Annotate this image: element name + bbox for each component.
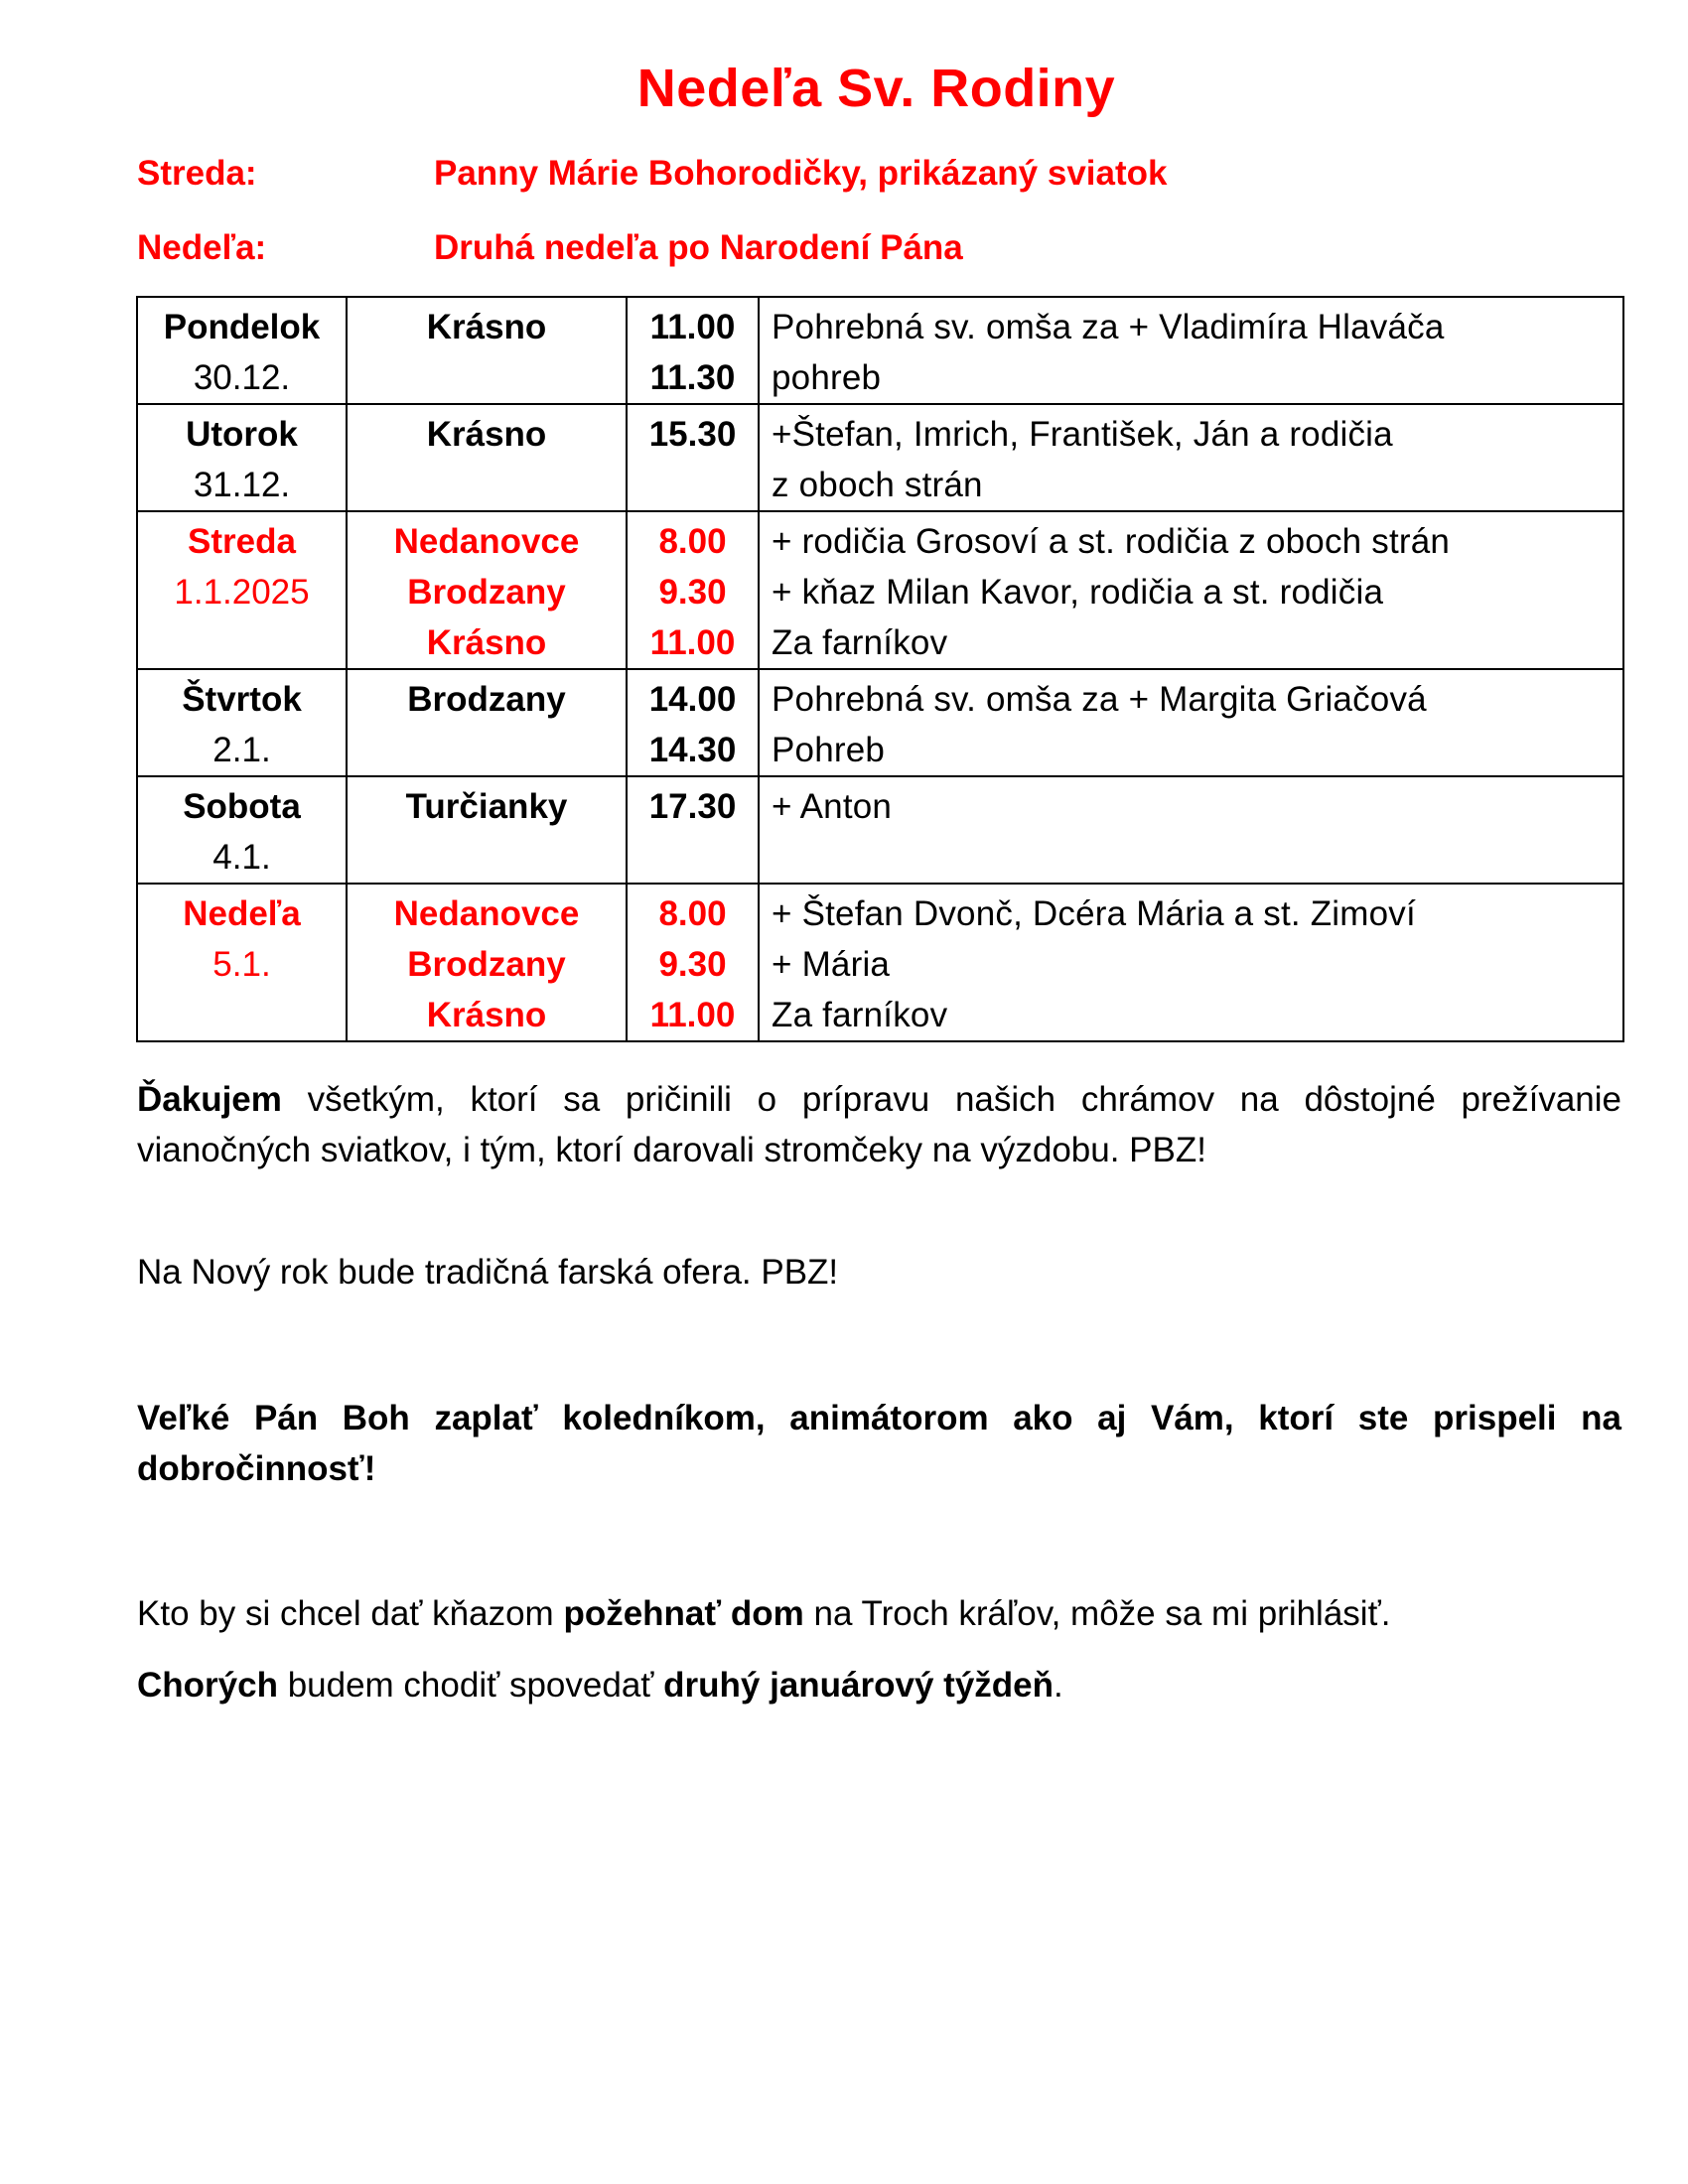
day-name: Utorok: [186, 415, 298, 454]
intention-cell: [759, 884, 1623, 1041]
sick-bold: Chorých: [137, 1666, 278, 1705]
place-cell: [347, 404, 627, 511]
mass-time: 8.00: [658, 894, 727, 933]
place-cell: [347, 297, 627, 404]
day-name: Nedeľa: [183, 894, 301, 933]
time-cell: [627, 297, 759, 404]
schedule-row: [137, 776, 1623, 884]
page-title: Nedeľa Sv. Rodiny: [636, 59, 1116, 118]
house-blessing-bold: požehnať dom: [563, 1594, 804, 1633]
sick-end: .: [1054, 1666, 1063, 1705]
schedule-row: [137, 297, 1623, 404]
place-name: Nedanovce: [393, 522, 580, 561]
schedule-row: [137, 511, 1623, 669]
mass-intention: Pohrebná sv. omša za + Vladimíra Hlaváča: [772, 308, 1445, 346]
time-cell: [627, 404, 759, 511]
day-name: Streda: [188, 522, 296, 561]
day-cell: [137, 297, 347, 404]
day-cell: [137, 776, 347, 884]
time-cell: [627, 884, 759, 1041]
mass-time: 11.00: [649, 623, 736, 662]
mass-time: 14.00: [648, 680, 737, 719]
mass-intention: + Mária: [772, 945, 891, 984]
place-name: Brodzany: [407, 680, 566, 719]
day-name: Sobota: [183, 787, 301, 826]
intention-cell: [759, 776, 1623, 884]
mass-intention: z oboch strán: [772, 466, 983, 504]
schedule-row: [137, 884, 1623, 1041]
day-name: Pondelok: [163, 308, 321, 346]
mass-time: 17.30: [648, 787, 737, 826]
mass-intention: + Štefan Dvonč, Dcéra Mária a st. Zimoví: [772, 894, 1416, 933]
mass-time: 9.30: [658, 945, 727, 984]
mass-intention: pohreb: [772, 358, 882, 397]
place-name: Krásno: [426, 623, 547, 662]
sick-week-bold: druhý januárový týždeň: [663, 1666, 1055, 1705]
mass-intention: + kňaz Milan Kavor, rodičia a st. rodičia: [772, 573, 1384, 612]
day-date: 2.1.: [212, 731, 271, 769]
place-name: Turčianky: [405, 787, 568, 826]
place-cell: [347, 776, 627, 884]
house-blessing-text-b: na Troch kráľov, môže sa mi prihlásiť.: [803, 1594, 1391, 1633]
subheading-label-wednesday: Streda:: [137, 154, 257, 193]
schedule-row: [137, 669, 1623, 776]
mass-intention: Za farníkov: [772, 623, 948, 662]
mass-time: 14.30: [648, 731, 737, 769]
place-name: Krásno: [426, 415, 547, 454]
place-name: Brodzany: [407, 945, 566, 984]
day-cell: [137, 511, 347, 669]
place-cell: [347, 884, 627, 1041]
subheading-value-sunday: Druhá nedeľa po Narodení Pána: [434, 228, 963, 267]
house-blessing-text-a: Kto by si chcel dať kňazom: [137, 1594, 564, 1633]
place-cell: [347, 669, 627, 776]
day-name: Štvrtok: [182, 680, 302, 719]
mass-intention: +Štefan, Imrich, František, Ján a rodičia: [772, 415, 1393, 454]
place-cell: [347, 511, 627, 669]
day-date: 1.1.2025: [174, 573, 310, 612]
mass-time: 8.00: [658, 522, 727, 561]
announcement-offering: Na Nový rok bude tradičná farská ofera. PBZ!: [137, 1253, 839, 1292]
announcement-carolers: Veľké Pán Boh zaplať koledníkom, animátorom ako aj Vám, ktorí ste prispeli na dobročinnosť!: [137, 1399, 1621, 1488]
day-date: 30.12.: [193, 358, 291, 397]
intention-cell: [759, 511, 1623, 669]
day-date: 5.1.: [212, 945, 271, 984]
place-name: Brodzany: [407, 573, 566, 612]
day-cell: [137, 669, 347, 776]
day-date: 31.12.: [193, 466, 291, 504]
day-cell: [137, 404, 347, 511]
intention-cell: [759, 297, 1623, 404]
time-cell: [627, 669, 759, 776]
intention-cell: [759, 669, 1623, 776]
schedule-row: [137, 404, 1623, 511]
sick-text: budem chodiť spovedať: [277, 1666, 664, 1705]
day-cell: [137, 884, 347, 1041]
subheading-label-sunday: Nedeľa:: [137, 228, 267, 267]
mass-time: 9.30: [658, 573, 727, 612]
announcement-thanks-bold: Ďakujem: [137, 1080, 282, 1119]
mass-time: 15.30: [648, 415, 737, 454]
announcement-house-blessing: [137, 1588, 1621, 1639]
intention-cell: [759, 404, 1623, 511]
time-cell: [627, 776, 759, 884]
place-name: Nedanovce: [393, 894, 580, 933]
schedule-body: [137, 297, 1623, 1041]
announcement-sick-confession: [137, 1660, 1621, 1710]
announcement-thanks: [137, 1074, 1621, 1175]
mass-time: 11.00: [649, 996, 736, 1034]
day-date: 4.1.: [212, 838, 271, 877]
mass-time: 11.30: [649, 358, 736, 397]
mass-intention: Pohrebná sv. omša za + Margita Griačová: [772, 680, 1427, 719]
subheading-value-wednesday: Panny Márie Bohorodičky, prikázaný sviatok: [434, 154, 1168, 193]
mass-intention: Pohreb: [772, 731, 886, 769]
place-name: Krásno: [426, 996, 547, 1034]
mass-schedule-table: [136, 296, 1624, 1042]
time-cell: [627, 511, 759, 669]
place-name: Krásno: [426, 308, 547, 346]
mass-intention: Za farníkov: [772, 996, 948, 1034]
mass-time: 11.00: [649, 308, 736, 346]
mass-intention: + rodičia Grosoví a st. rodičia z oboch strán: [772, 522, 1451, 561]
announcement-thanks-text: všetkým, ktorí sa pričinili o prípravu našich chrámov na dôstojné prežívanie vianočných sviatkov, i tým, ktorí darovali stromčeky na výzdobu. PBZ!: [137, 1080, 1621, 1169]
mass-intention: + Anton: [772, 787, 893, 826]
